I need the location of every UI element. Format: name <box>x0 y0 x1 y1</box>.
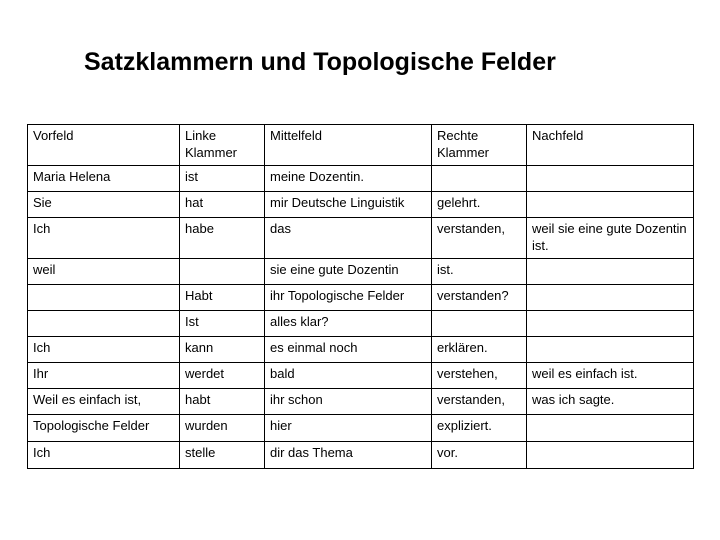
table-cell: meine Dozentin. <box>265 166 432 192</box>
table-row <box>28 415 694 442</box>
table-cell: weil es einfach ist. <box>527 363 694 389</box>
table-cell: kann <box>180 337 265 363</box>
table-cell: Ihr <box>28 363 180 389</box>
table-row <box>28 192 694 218</box>
slide-title: Satzklammern und Topologische Felder <box>84 48 556 76</box>
table-cell: stelle <box>180 442 265 469</box>
table-cell <box>28 285 180 311</box>
table-cell: Ist <box>180 311 265 337</box>
table-cell: ist. <box>432 259 527 285</box>
table-cell: habe <box>180 218 265 259</box>
header-cell-mittelfeld: Mittelfeld <box>265 125 432 166</box>
table-cell <box>527 166 694 192</box>
table-cell: werdet <box>180 363 265 389</box>
table-header-row <box>28 125 694 166</box>
table-cell: verstehen, <box>432 363 527 389</box>
table-cell <box>527 311 694 337</box>
table-cell <box>527 337 694 363</box>
table-cell <box>527 415 694 442</box>
table-cell: habt <box>180 389 265 415</box>
table-cell <box>527 285 694 311</box>
table-cell: vor. <box>432 442 527 469</box>
table-cell: Ich <box>28 442 180 469</box>
table-cell: Sie <box>28 192 180 218</box>
table-cell: dir das Thema <box>265 442 432 469</box>
table-cell: sie eine gute Dozentin <box>265 259 432 285</box>
table-cell: es einmal noch <box>265 337 432 363</box>
table-row <box>28 389 694 415</box>
table-cell: Topologische Felder <box>28 415 180 442</box>
table-cell: hier <box>265 415 432 442</box>
table-row <box>28 442 694 469</box>
table-cell: verstanden, <box>432 218 527 259</box>
table-cell: ist <box>180 166 265 192</box>
table-cell: wurden <box>180 415 265 442</box>
table-row <box>28 311 694 337</box>
table-cell <box>432 311 527 337</box>
header-cell-vorfeld: Vorfeld <box>28 125 180 166</box>
table-cell: weil sie eine gute Dozentin ist. <box>527 218 694 259</box>
table-cell: Ich <box>28 337 180 363</box>
table-cell: Maria Helena <box>28 166 180 192</box>
table-cell: weil <box>28 259 180 285</box>
table-cell <box>180 259 265 285</box>
table-row <box>28 259 694 285</box>
table-cell: mir Deutsche Linguistik <box>265 192 432 218</box>
table-row <box>28 166 694 192</box>
table-row <box>28 337 694 363</box>
table-cell <box>527 192 694 218</box>
table-cell <box>527 442 694 469</box>
table-cell: alles klar? <box>265 311 432 337</box>
table-cell: verstanden? <box>432 285 527 311</box>
table-cell: das <box>265 218 432 259</box>
table-cell: Ich <box>28 218 180 259</box>
table-cell: Habt <box>180 285 265 311</box>
table-cell: was ich sagte. <box>527 389 694 415</box>
table-cell: verstanden, <box>432 389 527 415</box>
header-linke-klammer-text: Linke Klammer <box>185 128 238 160</box>
table-row <box>28 363 694 389</box>
header-cell-nachfeld: Nachfeld <box>527 125 694 166</box>
table-cell <box>432 166 527 192</box>
table-cell <box>527 259 694 285</box>
table-cell: bald <box>265 363 432 389</box>
header-cell-linke-klammer <box>180 125 265 166</box>
table-row <box>28 285 694 311</box>
header-rechte-klammer-text: Rechte Klammer <box>437 128 490 160</box>
header-cell-rechte-klammer <box>432 125 527 166</box>
table-cell: erklären. <box>432 337 527 363</box>
table-cell <box>28 311 180 337</box>
table-cell: expliziert. <box>432 415 527 442</box>
table-cell: gelehrt. <box>432 192 527 218</box>
table-cell: hat <box>180 192 265 218</box>
topological-fields-table <box>27 124 694 469</box>
table-row <box>28 218 694 259</box>
table-cell: ihr schon <box>265 389 432 415</box>
table-cell: ihr Topologische Felder <box>265 285 432 311</box>
table-cell: Weil es einfach ist, <box>28 389 180 415</box>
